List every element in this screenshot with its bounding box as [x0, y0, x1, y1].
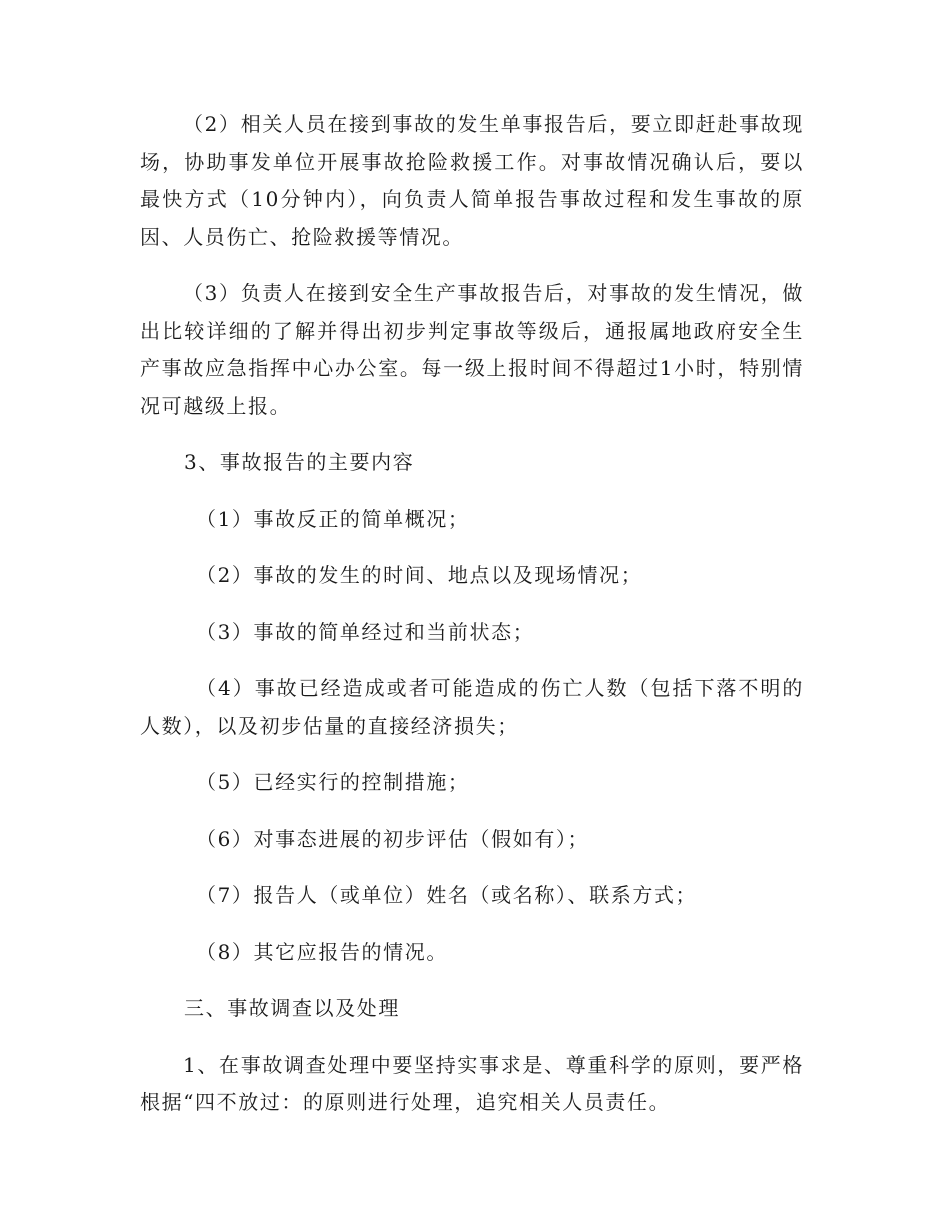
paragraph-investigation-principle: 1、在事故调查处理中要坚持实事求是、尊重科学的原则，要严格根据“四不放过：的原则进行处理，追究相关人员责任。 — [140, 1052, 804, 1114]
list-item: （8）其它应报告的情况。 — [196, 939, 448, 964]
document-body — [140, 106, 804, 1141]
list-item: （3）事故的简单经过和当前状态； — [196, 619, 535, 644]
section-heading-investigation: 三、事故调查以及处理 — [184, 996, 400, 1020]
list-item: （7）报告人（或单位）姓名（或名称）、联系方式； — [196, 883, 698, 907]
paragraph-report-procedure-2: （2）相关人员在接到事故的发生单事报告后，要立即赶赴事故现场，协助事发单位开展事故抢险救援工作。对事故情况确认后，要以最快方式（10分钟内），向负责人简单报告事故过程和发生事故的原因、人员伤亡、抢险救援等情况。 — [140, 112, 804, 249]
list-item: （5）已经实行的控制措施； — [196, 770, 470, 794]
list-item: （2）事故的发生的时间、地点以及现场情况； — [196, 563, 643, 587]
paragraph-report-procedure-3: （3）负责人在接到安全生产事故报告后，对事故的发生情况，做出比较详细的了解并得出初步判定事故等级后，通报属地政府安全生产事故应急指挥中心办公室。每一级上报时间不得超过1小时，特别情况可越级上报。 — [140, 281, 804, 418]
list-item: （1）事故反正的简单概况； — [196, 506, 470, 531]
section-heading-report-contents: 3、事故报告的主要内容 — [184, 450, 415, 474]
list-item: （4）事故已经造成或者可能造成的伤亡人数（包括下落不明的人数），以及初步估量的直接经济损失； — [140, 676, 804, 738]
list-item: （6）对事态进展的初步评估（假如有）； — [196, 826, 590, 851]
